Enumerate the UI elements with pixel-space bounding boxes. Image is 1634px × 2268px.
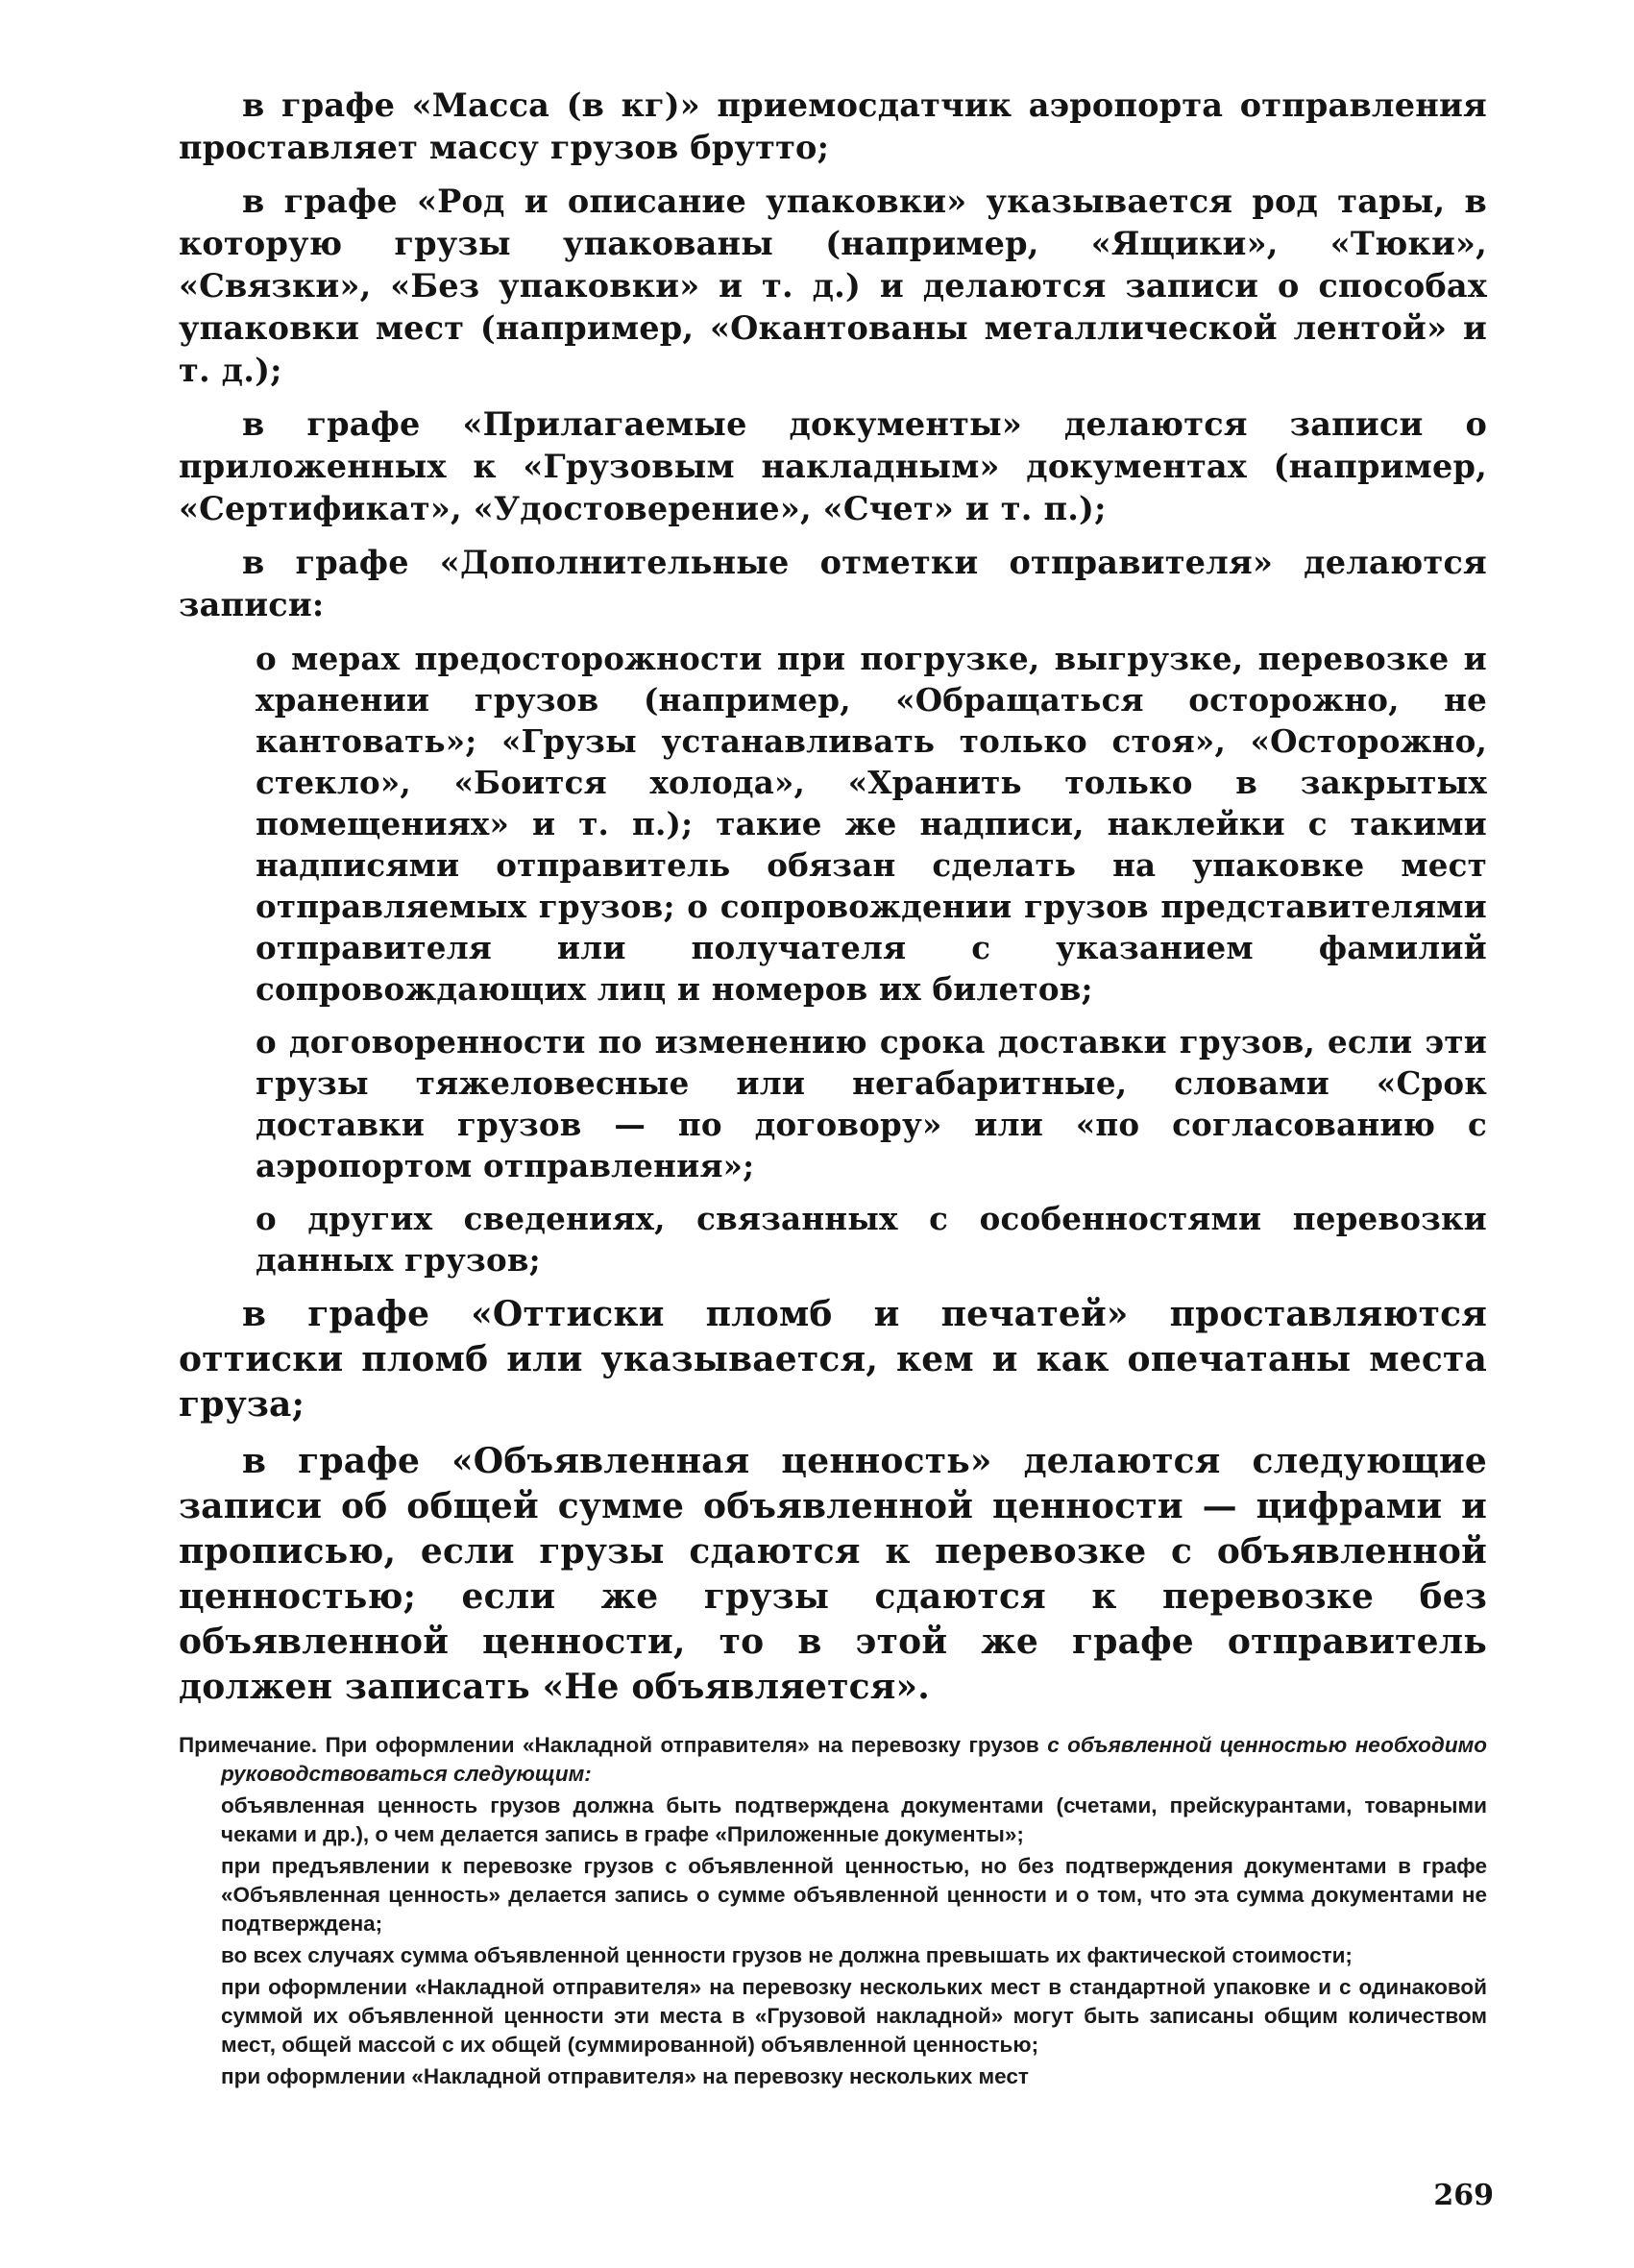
note-lead xyxy=(179,1731,1487,1789)
note-item: при предъявлении к перевозке грузов с объявленной ценностью, но без подтверждения документами в графе «Объявленная ценность» делается запись о сумме объявленной ценности и о том, что эта сумма документами не подтверждена; xyxy=(221,1854,1487,1936)
note-lead-italic: с объявленной ценностью необходимо руководствоваться следующим: xyxy=(221,1733,1487,1786)
main-text xyxy=(179,85,1487,1710)
note-item: при оформлении «Накладной отправителя» на перевозку нескольких мест в стандартной упаковке и с одинаковой суммой их объявленной ценности эти места в «Грузовой накладной» могут быть записаны общим количеством мест, общей массой с их общей (суммированной) объявленной ценностью; xyxy=(221,1975,1487,2057)
note-item: объявленная ценность грузов должна быть подтверждена документами (счетами, прейскурантами, товарными чеками и др.), о чем делается запись в графе «Приложенные документы»; xyxy=(221,1793,1487,1846)
paragraph-documents: в графе «Прилагаемые документы» делаются записи о приложенных к «Грузовым накладным» документах (например, «Сертификат», «Удостоверение», «Счет» и т. п.); xyxy=(179,405,1487,527)
sub-item-precautions: о мерах предосторожности при погрузке, выгрузке, перевозке и хранении грузов (например, «Обращаться осторожно, не кантовать»; «Грузы устанавливать только стоя», «Осторожно, стекло», «Боится холода», «Хранить только в закрытых помещениях» и т. п.); такие же надписи, наклейки с такими надписями отправитель обязан сделать на упаковке мест отправляемых грузов; о сопровождении грузов представителями отправителя или получателя с указанием фамилий сопровождающих лиц и номеров их билетов; xyxy=(256,640,1487,1008)
note-lead-text: При оформлении «Накладной отправителя» на перевозку грузов xyxy=(325,1733,1039,1757)
note-item: при оформлении «Накладной отправителя» на перевозку нескольких мест xyxy=(221,2064,1029,2088)
page-body xyxy=(179,85,1487,2094)
paragraph-additional-notes: в графе «Дополнительные отметки отправителя» делаются записи: xyxy=(179,544,1487,623)
paragraph-seals: в графе «Оттиски пломб и печатей» проставляются оттиски пломб или указывается, кем и как опечатаны места груза; xyxy=(179,1294,1487,1425)
paragraph-mass: в графе «Масса (в кг)» приемосдатчик аэропорта отправления проставляет массу грузов брутто; xyxy=(179,86,1487,166)
paragraph-declared-value: в графе «Объявленная ценность» делаются следующие записи об общей сумме объявленной ценности — цифрами и прописью, если грузы сдаются к перевозке с объявленной ценностью; если же грузы сдаются к перевозке без объявленной ценности, то в этой же графе отправитель должен записать «Не объявляется». xyxy=(179,1441,1487,1707)
paragraph-packaging: в графе «Род и описание упаковки» указывается род тары, в которую грузы упакованы (например, «Ящики», «Тюки», «Связки», «Без упаковки» и т. д.) и делаются записи о способах упаковки мест (например, «Окантованы металлической лентой» и т. д.); xyxy=(179,183,1487,389)
note-item: во всех случаях сумма объявленной ценности грузов не должна превышать их фактической стоимости; xyxy=(221,1943,1353,1967)
note-label: Примечание. xyxy=(179,1733,318,1757)
page-number: 269 xyxy=(1433,2179,1494,2212)
note-block xyxy=(179,1731,1487,2091)
sub-item-other: о других сведениях, связанных с особенностями перевозки данных грузов; xyxy=(256,1200,1487,1279)
sub-item-delivery-term: о договоренности по изменению срока доставки грузов, если эти грузы тяжеловесные или негабаритные, словами «Срок доставки грузов — по договору» или «по согласованию с аэропортом отправления»; xyxy=(256,1023,1487,1184)
